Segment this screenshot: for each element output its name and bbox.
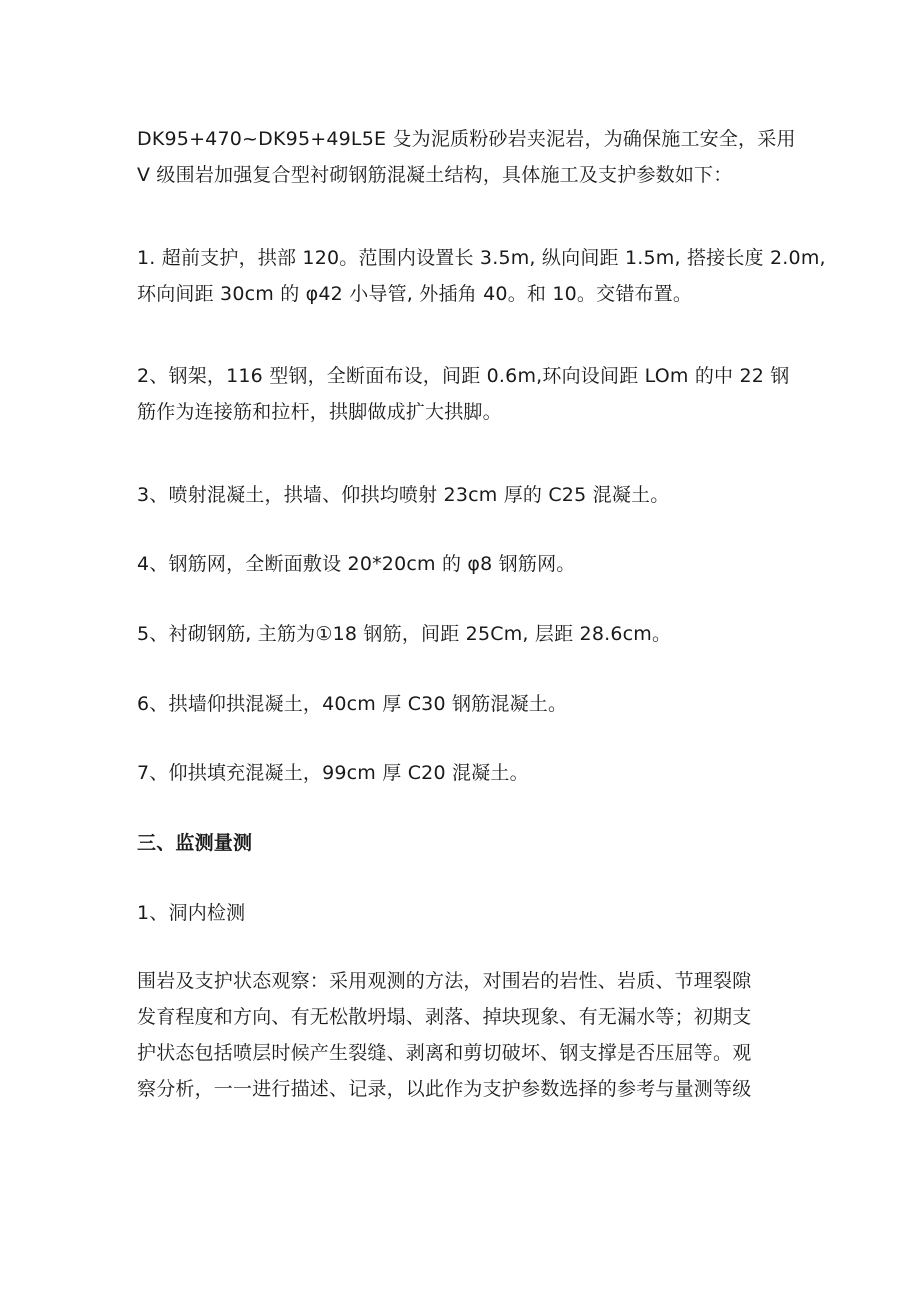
observation-line-4: 察分析，一一进行描述、记录，以此作为支护参数选择的参考与量测等级 [137, 1078, 752, 1100]
item-3-line-1: 3、喷射混凝土，拱墙、仰拱均喷射 23cm 厚的 C25 混凝土。 [137, 484, 670, 506]
subsection-heading-text: 1、洞内检测 [137, 902, 246, 924]
item-1-line-2: 环向间距 30cm 的 φ42 小导管, 外插角 40。和 10。交错布置。 [137, 283, 693, 305]
item-5-paragraph [137, 616, 797, 652]
intro-line-2: V 级围岩加强复合型衬砌钢筋混凝土结构，具体施工及支护参数如下： [137, 164, 733, 186]
section-heading [137, 825, 797, 861]
item-5-line-1: 5、衬砌钢筋, 主筋为①18 钢筋，间距 25Cm, 层距 28.6cm。 [137, 623, 672, 645]
item-4-paragraph [137, 546, 797, 582]
section-heading-text: 三、监测量测 [137, 832, 253, 854]
observation-line-1: 围岩及支护状态观察：采用观测的方法，对围岩的岩性、岩质、节理裂隙 [137, 970, 752, 992]
item-7-line-1: 7、仰拱填充混凝土，99cm 厚 C20 混凝土。 [137, 762, 529, 784]
observation-line-3: 护状态包括喷层时候产生裂缝、剥离和剪切破坏、钢支撑是否压屈等。观 [137, 1042, 752, 1064]
item-4-line-1: 4、钢筋网，全断面敷设 20*20cm 的 φ8 钢筋网。 [137, 553, 576, 575]
item-7-paragraph [137, 755, 797, 791]
item-2-line-1: 2、钢架，116 型钢，全断面布设，间距 0.6m,环向设间距 LOm 的中 22 钢 [137, 365, 790, 387]
observation-line-2: 发育程度和方向、有无松散坍塌、剥落、掉块现象、有无漏水等；初期支 [137, 1006, 752, 1028]
observation-paragraph [137, 963, 797, 1107]
item-1-paragraph [137, 240, 826, 312]
item-2-line-2: 筋作为连接筋和拉杆，拱脚做成扩大拱脚。 [137, 401, 502, 423]
item-1-line-1: 1. 超前支护，拱部 120。范围内设置长 3.5m, 纵向间距 1.5m, 搭接长度 2.0m, [137, 247, 826, 269]
intro-line-1: DK95+470~DK95+49L5E 殳为泥质粉砂岩夹泥岩，为确保施工安全，采用 [137, 128, 796, 150]
subsection-heading [137, 895, 797, 931]
item-3-paragraph [137, 477, 797, 513]
item-2-paragraph [137, 358, 797, 430]
intro-paragraph [137, 121, 797, 193]
item-6-line-1: 6、拱墙仰拱混凝土，40cm 厚 C30 钢筋混凝土。 [137, 693, 568, 715]
item-6-paragraph [137, 686, 797, 722]
